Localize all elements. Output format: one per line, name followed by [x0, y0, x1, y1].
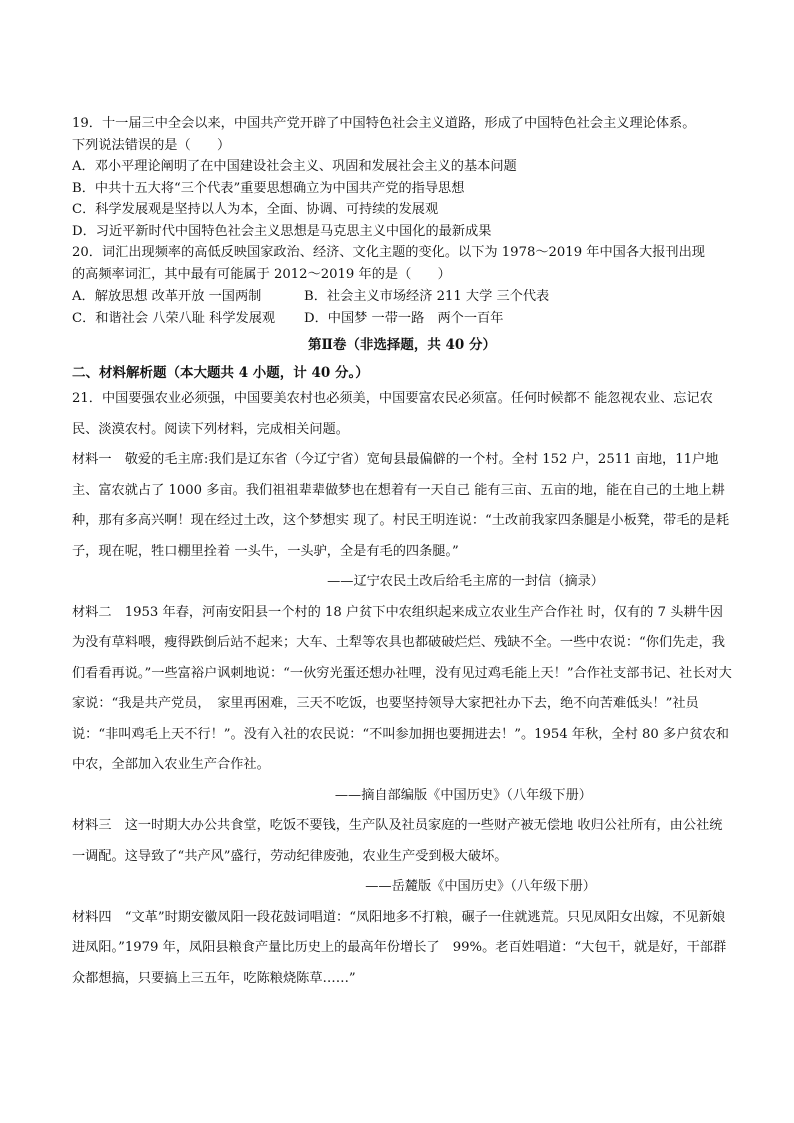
- q20-option-a: A．解放思想 改革开放 一国两制: [72, 289, 262, 304]
- material-3: 材料三 这一时期大办公共食堂，吃饭不要钱，生产队及社员家庭的一些财产被无偿地 收归公社所有，由公社统一调配。这导致了“共产风”盛行，劳动纪律废弛，农业生产受到极大破坏。: [72, 818, 723, 864]
- q19-stem-line1: 19．十一届三中全会以来，中国共产党开辟了中国特色社会主义道路，形成了中国特色社会主义理论体系。: [72, 116, 696, 131]
- q19-option-d: D．习近平新时代中国特色社会主义思想是马克思主义中国化的最新成果: [72, 223, 492, 239]
- q20-stem-line2: 的高频率词汇，其中最有可能属于 2012～2019 年的是（ ）: [72, 267, 451, 282]
- material-1-source: ——辽宁农民土改后给毛主席的一封信（摘录）: [327, 574, 604, 589]
- question-20: [72, 242, 732, 330]
- q20-options-row2: [72, 308, 732, 330]
- q21-stem: 21．中国要强农业必须强，中国要美农村也必须美，中国要富农民必须富。任何时候都不 能忽视农业、忘记农民、淡漠农村。阅读下列材料，完成相关问题。: [72, 391, 713, 437]
- section-title: 二、材料解析题（本大题共 4 小题，计 40 分。）: [72, 365, 369, 381]
- q20-options-row1: [72, 286, 732, 308]
- material-4: 材料四 “文革”时期安徽凤阳一段花鼓词唱道：“凤阳地多不打粮，碾子一住就逃荒。只见凤阳女出嫁，不见新娘进凤阳。”1979 年，凤阳县粮食产量比历史上的最高年份增长了 99%。老百姓唱道：“大包干，就是好，干部群众都想搞，只要搞上三五年，吃陈粮烧陈草……”: [72, 909, 727, 986]
- q20-option-b: B．社会主义市场经济 211 大学 三个代表: [304, 289, 550, 304]
- material-2-source: ——摘自部编版《中国历史》（八年级下册）: [334, 787, 592, 803]
- part2-title: 第Ⅱ卷（非选择题，共 40 分）: [307, 337, 497, 353]
- q20-stem-line1: 20．词汇出现频率的高低反映国家政治、经济、文化主题的变化。以下为 1978～2019 年中国各大报刊出现: [72, 245, 705, 260]
- q19-option-a: A．邓小平理论阐明了在中国建设社会主义、巩固和发展社会主义的基本问题: [72, 159, 517, 174]
- material-2: 材料二 1953 年春，河南安阳县一个村的 18 户贫下中农组织起来成立农业生产合作社 时，仅有的 7 头耕牛因为没有草料喂，瘦得跌倒后站不起来；大车、土犁等农具也都破破烂烂、残缺不全。一些中农说：“你们先走，我们看看再说。”一些富裕户讽刺地说：“一伙穷光蛋还想办社哩，没有见过鸡毛能上天！”合作社支部书记、社长对大家说：“我是共产党员， 家里再困难，三天不吃饭，也要坚持领导大家把社办下去，绝不向苦难低头！”社员说：“非叫鸡毛上天不行！”。没有入社的农民说：“不叫参加拥也要拥进去！”。1954 年秋，全村 80 多户贫农和中农，全部加入农业生产合作社。: [72, 604, 732, 772]
- question-19: [72, 113, 732, 242]
- q19-stem-line2: 下列说法错误的是（ ）: [72, 137, 231, 153]
- q19-option-b: B．中共十五大将“三个代表”重要思想确立为中国共产党的指导思想: [72, 180, 465, 196]
- question-21: [72, 384, 732, 994]
- q19-option-c: C．科学发展观是坚持以人为本，全面、协调、可持续的发展观: [72, 202, 439, 217]
- material-3-source: ——岳麓版《中国历史》（八年级下册）: [365, 879, 596, 894]
- material-1: 材料一 敬爱的毛主席:我们是辽东省（今辽宁省）宽甸县最偏僻的一个村。全村 152 户，2511 亩地，11户地主、富农就占了 1000 多亩。我们祖祖辈辈做梦也在想着有一天自己 能有三亩、五亩的地，能在自己的土地上耕种，那有多高兴啊！现在经过土改，这个梦想实 现了。村民王明连说：“土改前我家四条腿是小板凳，带毛的是耗子，现在呢，牲口棚里拴着 一头牛，一头驴，全是有毛的四条腿。”: [72, 452, 730, 559]
- q20-option-d: D．中国梦 一带一路 两个一百年: [304, 311, 504, 326]
- q20-option-c: C．和谐社会 八荣八耻 科学发展观: [72, 311, 276, 326]
- exam-page: [72, 113, 732, 994]
